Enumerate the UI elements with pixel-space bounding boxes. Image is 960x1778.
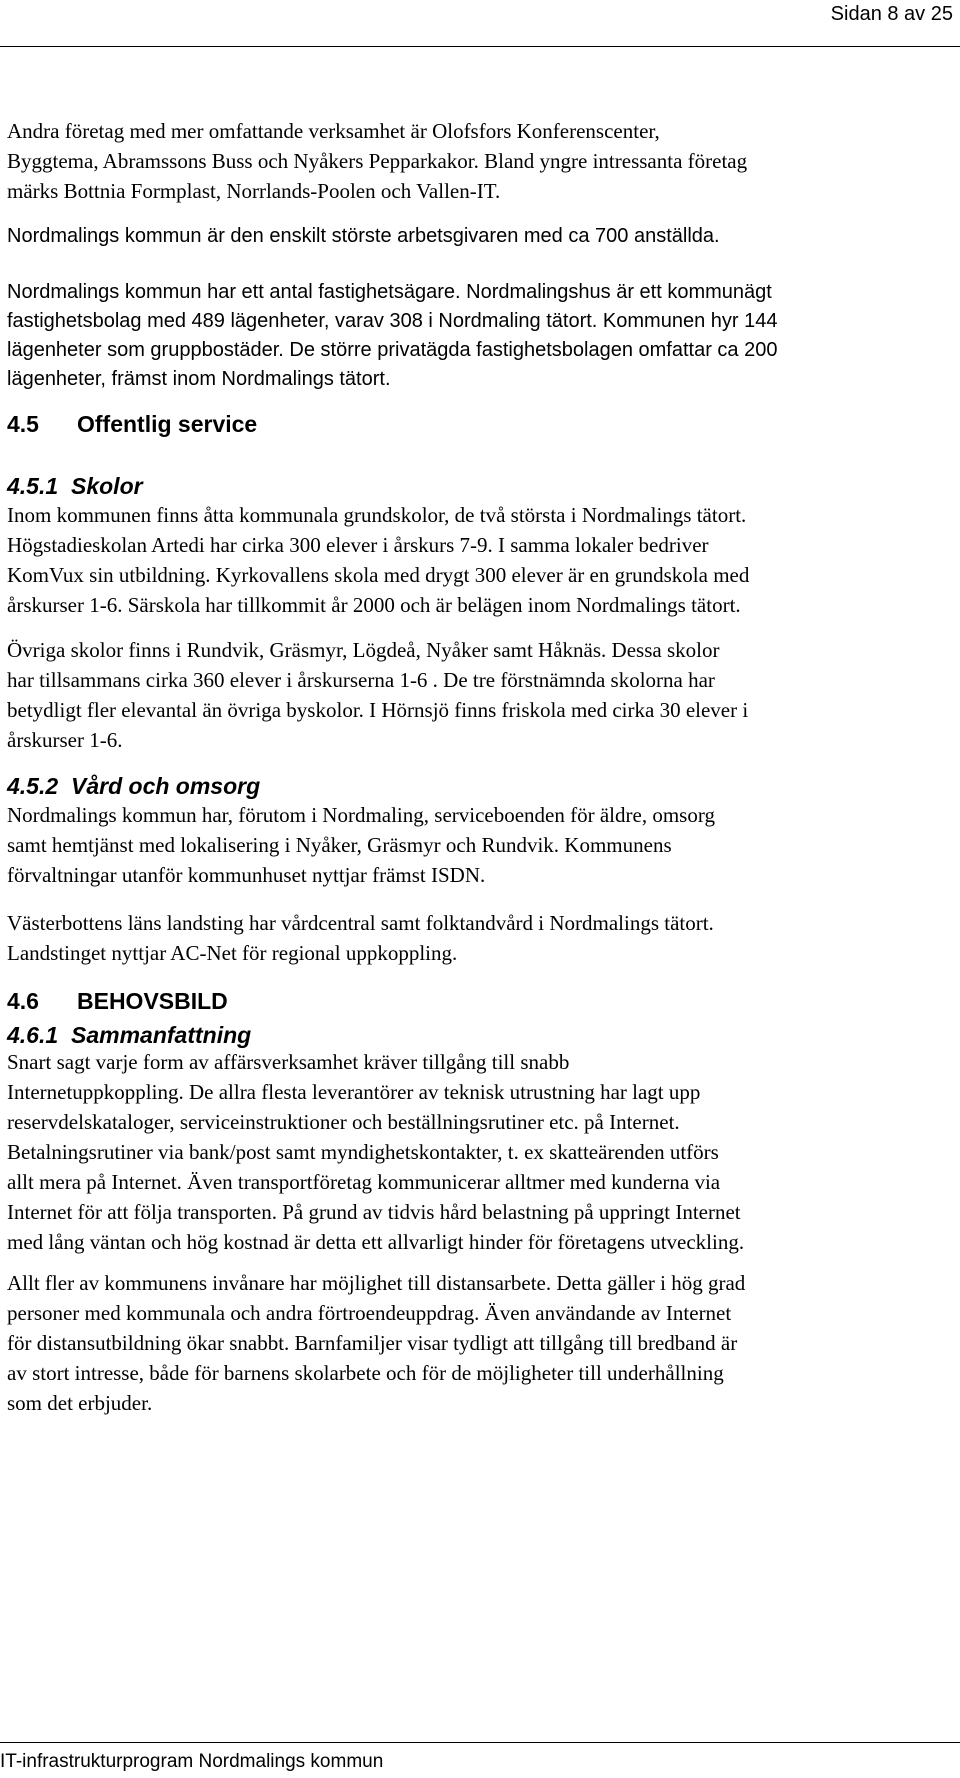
text-line: Inom kommunen finns åtta kommunala grundskolor, de två största i Nordmalings tätort. xyxy=(7,503,747,527)
text-line: Allt fler av kommunens invånare har möjlighet till distansarbete. Detta gäller i hög grad xyxy=(7,1271,746,1295)
section-title: Vård och omsorg xyxy=(71,773,261,799)
text-line: Byggtema, Abramssons Buss och Nyåkers Pepparkakor. Bland yngre intressanta företag xyxy=(7,149,748,173)
text-line: Västerbottens läns landsting har vårdcentral samt folktandvård i Nordmalings tätort. xyxy=(7,911,714,935)
text-line: personer med kommunala och andra förtroendeuppdrag. Även användande av Internet xyxy=(7,1301,732,1325)
paragraph-care xyxy=(7,800,715,890)
text-line: märks Bottnia Formplast, Norrlands-Poolen och Vallen-IT. xyxy=(7,179,501,203)
text-line: årskurser 1-6. xyxy=(7,728,123,752)
text-line: allt mera på Internet. Även transportföretag kommunicerar alltmer med kunderna via xyxy=(7,1170,721,1194)
paragraph-summary-business xyxy=(7,1047,744,1257)
text-line: Internet för att följa transporten. På grund av tidvis hård belastning på uppringt Internet xyxy=(7,1200,741,1224)
text-line: förvaltningar utanför kommunhuset nyttjar främst ISDN. xyxy=(7,863,486,887)
text-line: har tillsammans cirka 360 elever i årskurserna 1-6 . De tre förstnämnda skolorna har xyxy=(7,668,715,692)
page-header xyxy=(0,0,960,48)
paragraph-schools xyxy=(7,500,749,620)
section-heading-offentlig-service xyxy=(7,409,257,439)
text-line: Landstinget nyttjar AC-Net för regional uppkoppling. xyxy=(7,941,458,965)
text-line: Övriga skolor finns i Rundvik, Gräsmyr, Lögdeå, Nyåker samt Håknäs. Dessa skolor xyxy=(7,638,720,662)
text-line: Snart sagt varje form av affärsverksamhet kräver tillgång till snabb xyxy=(7,1050,570,1074)
section-title: Offentlig service xyxy=(77,411,258,437)
subsection-heading-sammanfattning xyxy=(7,1021,251,1049)
text-line: KomVux sin utbildning. Kyrkovallens skola med drygt 300 elever är en grundskola med xyxy=(7,563,750,587)
page-footer: IT-infrastrukturprogram Nordmalings kommun xyxy=(0,1751,384,1772)
text-line: betydligt fler elevantal än övriga byskolor. I Hörnsjö finns friskola med cirka 30 elever i xyxy=(7,698,749,722)
text-line: för distansutbildning ökar snabbt. Barnfamiljer visar tydligt att tillgång till bredband är xyxy=(7,1331,738,1355)
header-rule xyxy=(0,46,960,47)
text-line: Högstadieskolan Artedi har cirka 300 elever i årskurs 7-9. I samma lokaler bedriver xyxy=(7,533,709,557)
section-heading-behovsbild xyxy=(7,986,228,1016)
subsection-heading-vard-och-omsorg xyxy=(7,772,260,800)
section-title: BEHOVSBILD xyxy=(77,988,228,1014)
footer-rule xyxy=(0,1742,960,1743)
paragraph-property-owners xyxy=(7,278,777,394)
text-line: lägenheter, främst inom Nordmalings tätort. xyxy=(7,368,391,390)
text-line: Nordmalings kommun har, förutom i Nordmaling, serviceboenden för äldre, omsorg xyxy=(7,803,715,827)
text-line: Andra företag med mer omfattande verksamhet är Olofsfors Konferenscenter, xyxy=(7,119,660,143)
text-line: årskurser 1-6. Särskola har tillkommit år 2000 och är belägen inom Nordmalings tätort. xyxy=(7,593,741,617)
section-number: 4.6 xyxy=(7,988,39,1014)
section-title: Skolor xyxy=(71,473,143,499)
paragraph-county-council xyxy=(7,908,714,968)
subsection-heading-skolor xyxy=(7,472,143,500)
text-line: Betalningsrutiner via bank/post samt myndighetskontakter, t. ex skatteärenden utförs xyxy=(7,1140,719,1164)
section-number: 4.5.1 xyxy=(7,473,59,499)
paragraph-summary-residents xyxy=(7,1268,745,1418)
paragraph-companies xyxy=(7,116,747,206)
paragraph-employer xyxy=(7,222,720,251)
text-line: fastighetsbolag med 489 lägenheter, varav 308 i Nordmaling tätort. Kommunen hyr 144 xyxy=(7,310,778,332)
text-line: Nordmalings kommun har ett antal fastighetsägare. Nordmalingshus är ett kommunägt xyxy=(7,281,772,303)
text-line: som det erbjuder. xyxy=(7,1391,153,1415)
text-line: med lång väntan och hög kostnad är detta ett allvarligt hinder för företagens utveckling. xyxy=(7,1230,745,1254)
text-line: av stort intresse, både för barnens skolarbete och för de möjligheter till underhållning xyxy=(7,1361,724,1385)
text-line: lägenheter som gruppbostäder. De större privatägda fastighetsbolagen omfattar ca 200 xyxy=(7,339,778,361)
section-number: 4.6.1 xyxy=(7,1022,59,1048)
text-line: samt hemtjänst med lokalisering i Nyåker, Gräsmyr och Rundvik. Kommunens xyxy=(7,833,672,857)
section-number: 4.5.2 xyxy=(7,773,59,799)
text-line: reservdelskataloger, serviceinstruktioner och beställningsrutiner etc. på Internet. xyxy=(7,1110,680,1134)
paragraph-other-schools xyxy=(7,635,748,755)
text-line: Nordmalings kommun är den enskilt störste arbetsgivaren med ca 700 anställda. xyxy=(7,225,720,247)
section-number: 4.5 xyxy=(7,411,39,437)
section-title: Sammanfattning xyxy=(71,1022,252,1048)
text-line: Internetuppkoppling. De allra flesta leverantörer av teknisk utrustning har lagt upp xyxy=(7,1080,701,1104)
page-number: Sidan 8 av 25 xyxy=(830,3,953,25)
